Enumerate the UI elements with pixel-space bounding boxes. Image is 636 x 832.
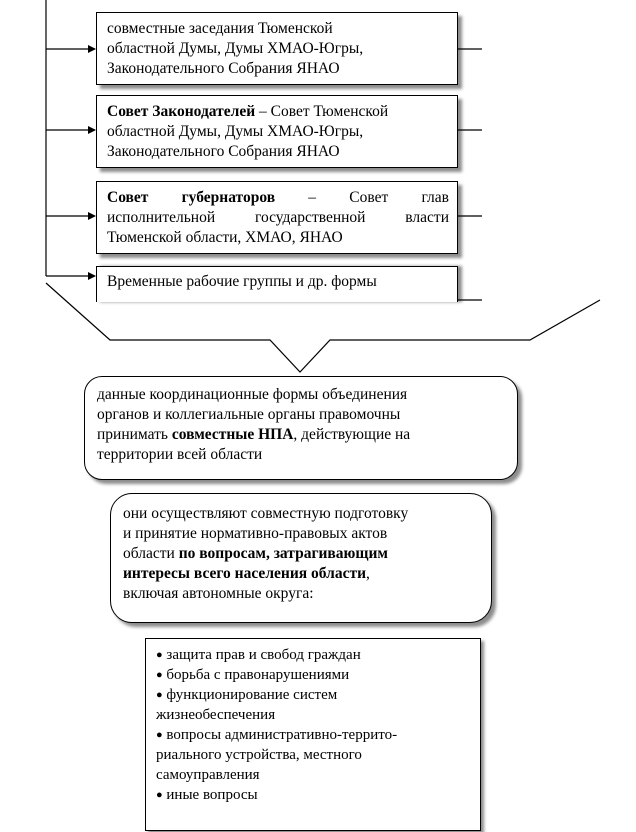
coordination-line-3-post: , действующие на (293, 426, 411, 443)
council-governors-line-2: исполнительной государственной власти (107, 209, 449, 226)
council-legislators-line-2: областной Думы, Думы ХМАО-Югры, (107, 123, 364, 140)
coordination-line-2: органов и коллегиальные органы правомочны (97, 406, 401, 423)
list-item-continuation: жизнеобеспечения (156, 707, 276, 723)
preparation-line-1: они осуществляют совместную подготовку (123, 505, 409, 522)
joint-preparation-box (110, 493, 492, 623)
joint-sessions-line-3: Законодательного Собрания ЯНАО (107, 60, 340, 77)
council-legislators-box (96, 95, 458, 168)
bullet-icon: ● (156, 649, 163, 661)
list-item (156, 785, 470, 805)
council-legislators-title: Совет Законодателей (107, 103, 256, 120)
coordination-line-3-pre: принимать (97, 426, 172, 443)
issue-text: иные вопросы (166, 787, 258, 803)
issues-list-box (145, 638, 481, 831)
working-groups-text: Временные рабочие группы и др. формы (107, 273, 377, 290)
joint-npa-bold: совместные НПА (171, 426, 294, 443)
preparation-line-3-bold: по вопросам, затрагивающим (178, 545, 388, 562)
preparation-line-2: и принятие нормативно-правовых актов (123, 525, 388, 542)
bullet-icon: ● (156, 669, 163, 681)
issue-text: защита прав и свобод граждан (166, 647, 361, 663)
coordination-forms-box (84, 376, 518, 480)
preparation-line-3 (123, 544, 481, 564)
list-item (156, 645, 470, 665)
council-legislators-line-1-rest: – Совет Тюменской (255, 103, 389, 120)
list-item-continuation: самоуправления (156, 767, 260, 783)
council-legislators-line-3: Законодательного Собрания ЯНАО (107, 143, 340, 160)
bullet-icon: ● (156, 789, 163, 801)
council-governors-box (96, 181, 458, 254)
preparation-line-4-post: , (366, 565, 370, 582)
coordination-line-1: данные координационные формы объединения (97, 386, 408, 403)
issue-text: борьба с правонарушениями (166, 667, 350, 683)
council-governors-line-3: Тюменской области, ХМАО, ЯНАО (107, 229, 343, 246)
joint-sessions-box (96, 12, 458, 85)
preparation-line-4 (123, 564, 481, 584)
coordination-line-4: территории всей области (97, 446, 263, 463)
preparation-line-5: включая автономные округа: (123, 585, 314, 602)
joint-sessions-line-2: областной Думы, Думы ХМАО-Югры, (107, 40, 364, 57)
council-governors-line-1 (107, 188, 449, 208)
preparation-line-4-bold: интересы всего населения области (123, 565, 366, 582)
bullet-icon: ● (156, 689, 163, 701)
coordination-line-3 (97, 425, 507, 445)
list-item (156, 665, 470, 685)
working-groups-box (96, 266, 458, 302)
issue-text: функционирование систем (166, 687, 338, 703)
list-item (156, 725, 470, 745)
council-governors-line-1-rest: – Совет глав (275, 189, 449, 206)
preparation-line-3-pre: области (123, 545, 179, 562)
council-legislators-line-1 (107, 102, 449, 122)
issue-text: вопросы административно-террито- (166, 727, 398, 743)
list-item-continuation: риального устройства, местного (156, 747, 362, 763)
bullet-icon: ● (156, 729, 163, 741)
list-item (156, 685, 470, 705)
joint-sessions-line-1: совместные заседания Тюменской (107, 20, 333, 37)
council-governors-title: Совет губернаторов (107, 189, 276, 206)
